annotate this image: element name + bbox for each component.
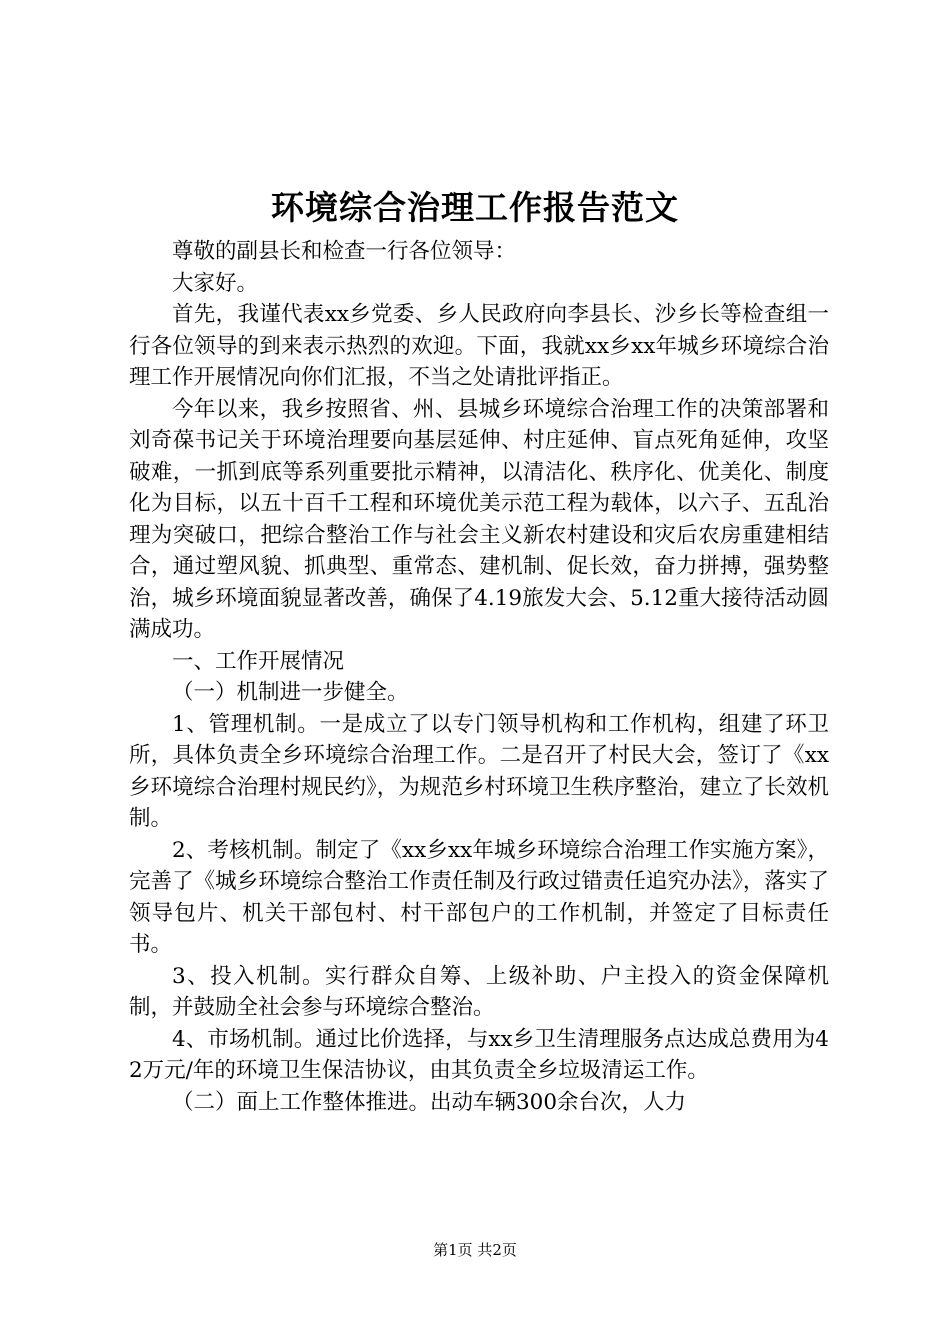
section-heading-work-status: 一、工作开展情况 (172, 648, 345, 674)
paragraph-assessment-mechanism: 2、考核机制。制定了《xx乡xx年城乡环境综合治理工作实施方案》，完善了《城乡环境综合整治工作责任制及行政过错责任追究办法》，落实了领导包片、机关干部包村、村干部包户的工作机制，并签定了目标责任书。 (129, 837, 829, 957)
paragraph-opening: 首先，我谨代表xx乡党委、乡人民政府向李县长、沙乡长等检查组一行各位领导的到来表示热烈的欢迎。下面，我就xx乡xx年城乡环境综合治理工作开展情况向你们汇报，不当之处请批评指正。 (129, 302, 829, 390)
paragraph-investment-mechanism: 3、投入机制。实行群众自筹、上级补助、户主投入的资金保障机制，并鼓励全社会参与环境综合整治。 (129, 963, 829, 1020)
salutation: 尊敬的副县长和检查一行各位领导： (172, 239, 517, 264)
document-title: 环境综合治理工作报告范文 (271, 188, 679, 227)
greeting: 大家好。 (172, 270, 259, 296)
paragraph-management-mechanism: 1、管理机制。一是成立了以专门领导机构和工作机构，组建了环卫所，具体负责全乡环境综合治理工作。二是召开了村民大会，签订了《xx乡环境综合治理村规民约》，为规范乡村环境卫生秩序整治，建立了长效机制。 (129, 711, 829, 831)
paragraph-overview: 今年以来，我乡按照省、州、县城乡环境综合治理工作的决策部署和刘奇葆书记关于环境治理要向基层延伸、村庄延伸、盲点死角延伸，攻坚破难，一抓到底等系列重要批示精神，以清洁化、秩序化、优美化、制度化为目标，以五十百千工程和环境优美示范工程为载体，以六子、五乱治理为突破口，把综合整治工作与社会主义新农村建设和灾后农房重建相结合，通过塑风貌、抓典型、重常态、建机制、促长效，奋力拼搏，强势整治，城乡环境面貌显著改善，确保了4.19旅发大会、5.12重大接待活动圆满成功。 (129, 396, 829, 642)
subsection-heading-mechanism: （一）机制进一步健全。 (172, 680, 409, 705)
paragraph-overall-progress: （二）面上工作整体推进。出动车辆300余台次，人力 (172, 1089, 687, 1115)
document-body (129, 236, 829, 1118)
paragraph-market-mechanism: 4、市场机制。通过比价选择，与xx乡卫生清理服务点达成总费用为42万元/年的环境卫生保洁协议，由其负责全乡垃圾清运工作。 (129, 1026, 829, 1083)
page-footer: 第1页 共2页 (433, 1241, 517, 1259)
